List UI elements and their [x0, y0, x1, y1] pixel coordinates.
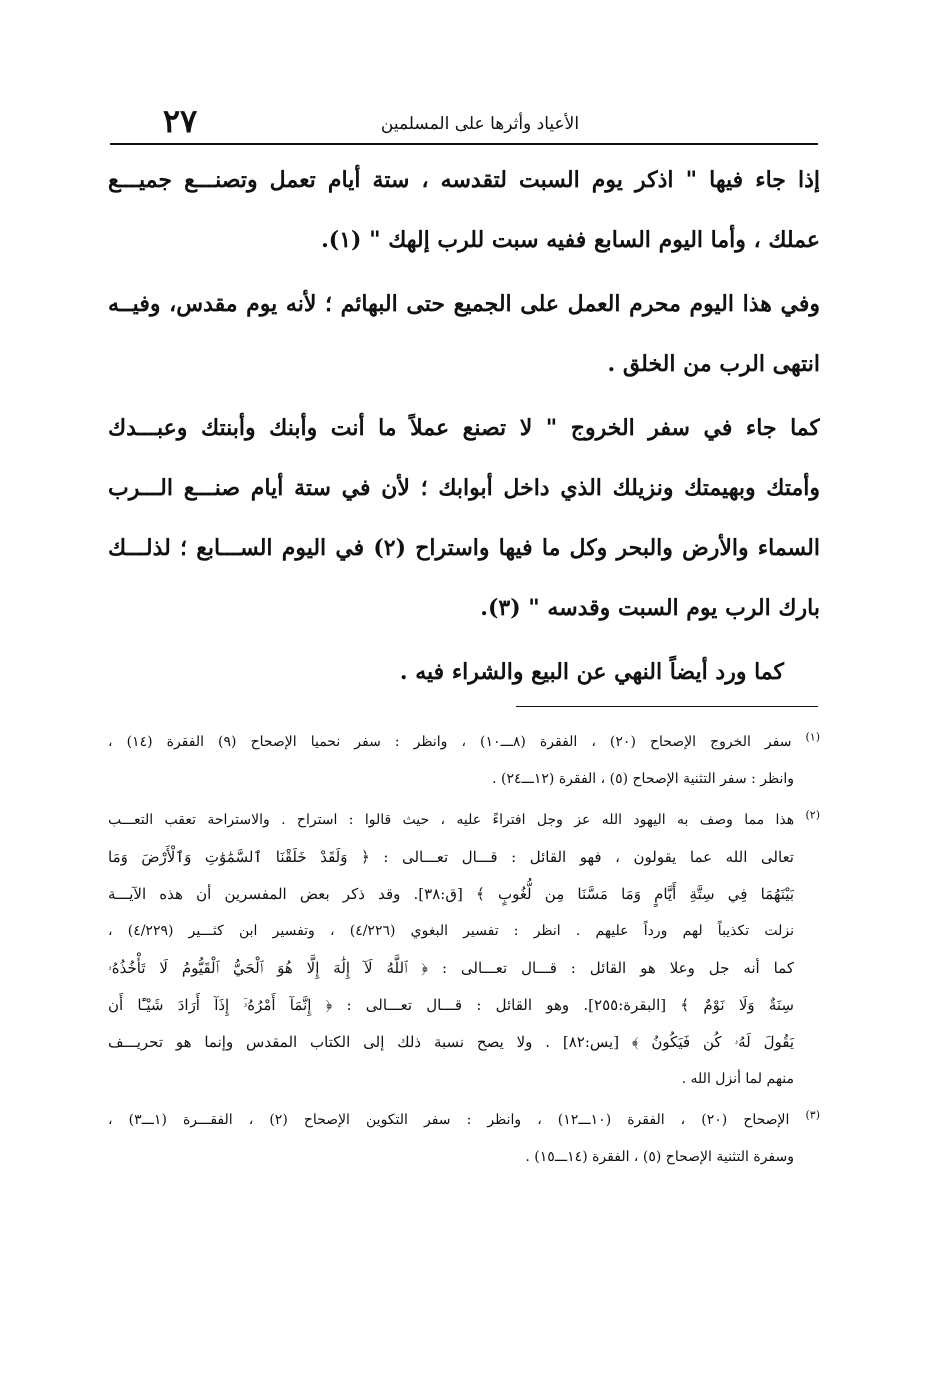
main-text: [108, 150, 820, 702]
running-title: الأعياد وأثرها على المسلمين: [380, 114, 580, 134]
footnote-2-line: بَيْنَهُمَا فِي سِتَّةِ أَيَّامٍ وَمَا مَسَّنَا مِن لُّغُوبٍ ﴾ [ق:٣٨]. وقد ذكر بعض المفسرين أن هذه الآيـــة: [108, 885, 794, 903]
footnote-3-text: الإصحاح (٢٠) ، الفقرة (١٠ـــ١٢) ، وانظر : سفر التكوين الإصحاح (٢) ، الفقـــرة (١ـــ٣) ،: [108, 1112, 790, 1128]
footnote-2-line: نزلت تكذيباً لهم ورداً عليهم . انظر : تفسير البغوي (٤/٢٢٦) ، وتفسير ابن كثـــير (٤/٢٢٩) ،: [108, 923, 794, 939]
body-line: وفي هذا اليوم محرم العمل على الجميع حتى البهائم ؛ لأنه يوم مقدس، وفيــه: [108, 291, 820, 317]
page-header: [110, 100, 818, 144]
body-line: وأمتك وبهيمتك ونزيلك الذي داخل أبوابك ؛ لأن في ستة أيام صنـــع الـــرب: [108, 475, 820, 501]
footnotes: [108, 724, 820, 1176]
footnote-1-number: (١): [805, 730, 820, 744]
footnote-2-line: منهم لما أنزل الله .: [681, 1071, 794, 1087]
footnote-3-line: وسفرة التثنية الإصحاح (٥) ، الفقرة (١٤ـــ١٥) .: [525, 1149, 794, 1165]
body-line: السماء والأرض والبحر وكل ما فيها واستراح (٢) في اليوم الســـابع ؛ لذلـــك: [108, 535, 820, 561]
footnote-2-number: (٢): [805, 808, 820, 822]
body-line: كما ورد أيضاً النهي عن البيع والشراء فيه .: [399, 659, 784, 685]
body-line: بارك الرب يوم السبت وقدسه " (٣).: [480, 595, 820, 621]
body-line: انتهى الرب من الخلق .: [607, 351, 820, 377]
footnote-1-line: [108, 724, 820, 761]
body-line: إذا جاء فيها " اذكر يوم السبت لتقدسه ، ستة أيام تعمل وتصنـــع جميـــع: [108, 167, 820, 193]
footnote-2-text: هذا مما وصف به اليهود الله عز وجل افتراءً عليه ، حيث قالوا : استراح . والاستراحة تعقب التعـــب: [108, 812, 795, 828]
page-number: ٢٧: [162, 102, 198, 140]
footnote-1-line: وانظر : سفر التثنية الإصحاح (٥) ، الفقرة (١٢ـــ٢٤) .: [492, 771, 794, 787]
footnote-2-line: سِنَةٌ وَلَا نَوْمٌ ﴾ [البقرة:٢٥٥]. وهو القائل : قـــال تعـــالى : ﴿ إِنَّمَآ أَمْرُهُۥٓ إِذَآ أَرَادَ شَيْـًٔا أَن: [108, 996, 794, 1014]
footnote-2-line: تعالى الله عما يقولون ، فهو القائل : قـــال تعـــالى : ﴿ وَلَقَدْ خَلَقْنَا ٱلسَّمَٰوَٰتِ وَٱلْأَرْضَ وَمَا: [108, 848, 794, 866]
footnote-2-line: يَقُولَ لَهُۥ كُن فَيَكُونُ ﴾ [يس:٨٢] . ولا يصح نسبة ذلك إلى الكتاب المقدس وإنما هو تحريـــف: [108, 1033, 794, 1051]
header-rule: [110, 143, 818, 145]
footnote-separator: [516, 706, 818, 707]
footnote-3-number: (٣): [805, 1108, 820, 1122]
body-line: عملك ، وأما اليوم السابع ففيه سبت للرب إلهك " (١).: [321, 227, 820, 253]
footnote-1-text: سفر الخروج الإصحاح (٢٠) ، الفقرة (٨ـــ١٠) ، وانظر : سفر نحميا الإصحاح (٩) الفقرة (١٤) ،: [108, 734, 792, 750]
body-line: كما جاء في سفر الخروج " لا تصنع عملاً ما أنت وأبنك وأبنتك وعبـــدك: [108, 415, 820, 441]
footnote-2-line: [108, 802, 820, 839]
footnote-2-line: كما أنه جل وعلا هو القائل : قـــال تعـــالى : ﴿ ٱللَّهُ لَآ إِلَٰهَ إِلَّا هُوَ ٱلْحَيُّ ٱلْقَيُّومُ لَا تَأْخُذُهُۥ: [108, 959, 794, 977]
footnote-3-line: [108, 1102, 820, 1139]
